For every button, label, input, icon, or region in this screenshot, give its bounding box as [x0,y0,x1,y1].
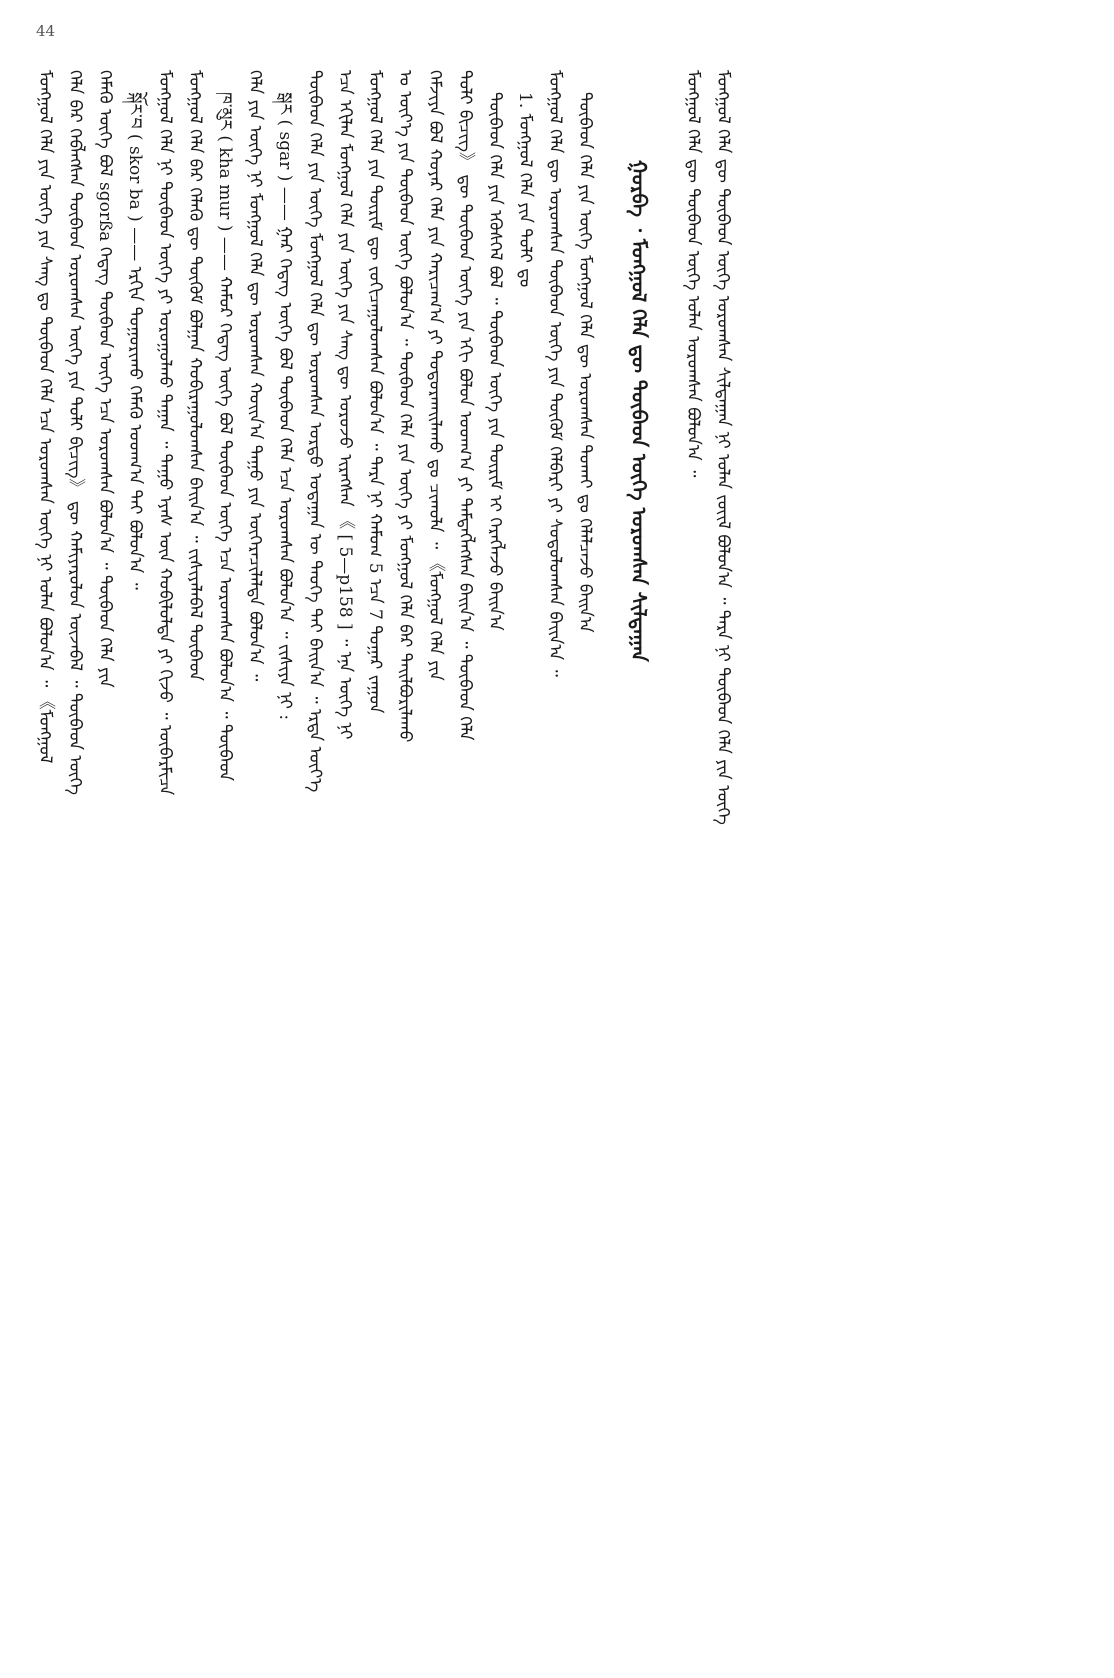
text-column: ᠤ ᠦᠶ᠎ᠡ ᠶᠢᠨ ᠲᠥᠪᠡᠳ ᠦᠭᠡ ᠪᠣᠯᠤᠨ᠎ᠠ ᠃ ᠲᠥᠪᠡᠳ ᠬᠡᠯᠡ ᠶᠢᠨ ᠦᠭᠡ ᠶᠢ ᠮᠣᠩᠭᠣᠯ ᠬᠡᠯᠡ ᠪᠡᠷ ᠲᠠᠢᠯᠪᠤᠷᠢᠯᠠᠬᠤ [395,70,415,743]
text-column: ᠮᠣᠩᠭᠣᠯ ᠬᠡᠯᠡ ᠨᠢ ᠲᠥᠪᠡᠳ ᠦᠭᠡ ᠶᠢ ᠣᠷᠣᠭᠤᠯᠬᠤ ᠳᠠᠭᠠᠨ ᠃ ᠳᠠᠭᠤ ᠡᠶᠡᠰ ᠦᠨ ᠬᠤᠪᠢᠯᠤᠯᠲᠠ ᠶᠢ ᠬᠢᠵᠦ ᠃ ᠥᠪᠡᠷᠮᠢᠴᠡ [155,70,175,796]
text-column: 1. ᠮᠣᠩᠭᠣᠯ ᠬᠡᠯᠡ ᠶᠢᠨ ᠲᠣᠯᠢ ᠳᠤ [515,92,535,288]
text-column: ᠲᠣᠯᠢ ᠪᠢᠴᠢᠭ》 ᠳᠦ ᠲᠥᠪᠡᠳ ᠦᠭᠡ ᠶᠢᠨ ᠡᠬᠢ ᠪᠣᠯᠤᠨ ᠤᠳᠬ᠎ᠠ ᠶᠢ ᠲᠡᠮᠳᠡᠭᠯᠡᠭᠰᠡᠨ ᠪᠠᠢᠨ᠎ᠠ ᠃ ᠲᠥᠪᠡᠳ ᠬᠡᠯᠡ [455,70,475,741]
page-number: 44 [36,22,56,40]
section-heading: ᠭᠤᠷᠪᠠ ᠂ ᠮᠣᠩᠭᠣᠯ ᠬᠡᠯᠡ ᠳᠦ ᠲᠥᠪᠡᠳ ᠦᠭᠡ ᠣᠷᠣᠭᠰᠠᠨ ᠰᠢᠯᠲᠠᠭᠠᠨ [627,160,651,662]
text-column: ᠮᠣᠩᠭᠣᠯ ᠬᠡᠯᠡ ᠳᠦ ᠲᠥᠪᠡᠳ ᠦᠭᠡ ᠣᠯᠠᠨ ᠣᠷᠣᠭᠰᠠᠨ ᠪᠣᠯᠤᠨ᠎ᠠ ᠃ [683,70,703,478]
text-column: ᠲᠥᠪᠡᠳ ᠬᠡᠯᠡ ᠶᠢᠨ ᠦᠭᠡ ᠮᠣᠩᠭᠣᠯ ᠬᠡᠯᠡ ᠳᠦ ᠣᠷᠣᠭᠰᠠᠨ ᠤᠷᠲᠤ ᠤᠳᠠᠭᠠᠨ ᠦ ᠲᠡᠦᠬᠡ ᠲᠠᠢ ᠪᠠᠢᠨ᠎ᠠ ᠃ ᠡᠷᠲᠡ ᠦᠶ᠎ᠡ [305,70,325,793]
text-column: ᠬᠡᠯᠡ ᠶᠢᠨ ᠦᠭᠡ ᠨᠢ ᠮᠣᠩᠭᠣᠯ ᠬᠡᠯᠡ ᠳᠦ ᠣᠷᠣᠭᠰᠠᠨ ᠬᠣᠢᠨ᠎ᠠ ᠳᠠᠭᠤ ᠶᠢᠨ ᠥᠭᠡᠷᠡᠴᠢᠯᠡᠯᠲᠡ ᠪᠣᠯᠤᠨ᠎ᠠ ᠃ [245,70,265,682]
text-column: སྐོར་བ ( skor ba ) —— ᠡᠷᠭᠢᠨ ᠲᠣᠭᠣᠷᠢᠬᠤ ᠬᠡᠮᠡᠬᠦ ᠤᠳᠬ᠎ᠠ ᠲᠠᠢ ᠪᠣᠯᠤᠨ᠎ᠠ ᠃ [125,92,145,590]
text-column: ཁ་མུར ( kha mur ) —— ᠬᠠᠮᠤᠷ ᠭᠡᠳᠡᠭ ᠦᠭᠡ ᠪᠣᠯ ᠲᠥᠪᠡᠳ ᠦᠭᠡ ᠡᠴᠡ ᠣᠷᠣᠭᠰᠠᠨ ᠪᠣᠯᠤᠨ᠎ᠠ ᠃ ᠲᠥᠪᠡᠳ [215,92,235,782]
text-column: ᠬᠡᠯᠡ ᠪᠡᠷ ᠬᠡᠪᠯᠡᠭᠰᠡᠨ ᠲᠥᠪᠡᠳ ᠣᠷᠣᠭᠰᠠᠨ ᠦᠭᠡ ᠶᠢᠨ ᠲᠣᠯᠢ ᠪᠢᠴᠢᠭ》 ᠳᠦ ᠬᠠᠮᠢᠶᠠᠷᠤᠯᠤᠨ ᠦᠵᠡᠪᠡᠯ ᠃ ᠲᠥᠪᠡᠳ ᠦᠭᠡ [65,70,85,796]
text-column: ᠲᠥᠪᠡᠳ ᠬᠡᠯᠡ ᠶᠢᠨ ᠡᠭᠦᠰᠬᠡᠯ ᠪᠣᠯ ᠃ ᠲᠥᠪᠡᠳ ᠦᠭᠡ ᠶᠢᠨ ᠳᠦᠷᠢᠮ ᠢ ᠬᠡᠷᠡᠭᠯᠡᠵᠦ ᠪᠠᠢᠨ᠎ᠠ [485,92,505,631]
left-text-block [30,70,860,1670]
text-column: ᠮᠣᠩᠭᠣᠯ ᠬᠡᠯᠡ ᠳᠦ ᠲᠥᠪᠡᠳ ᠦᠭᠡ ᠣᠷᠣᠭᠰᠠᠨ ᠰᠢᠯᠲᠠᠭᠠᠨ ᠨᠢ ᠣᠯᠠᠨ ᠵᠦᠢᠯ ᠪᠣᠯᠤᠨ᠎ᠠ ᠃ ᠲᠡᠷᠡ ᠨᠢ ᠲᠥᠪᠡᠳ ᠬᠡᠯᠡ ᠶᠢᠨ ᠦᠭᠡ [713,70,733,825]
text-column: ᠮᠣᠩᠭᠣᠯ ᠬᠡᠯᠡ ᠳᠦ ᠣᠷᠣᠭᠰᠠᠨ ᠲᠥᠪᠡᠳ ᠦᠭᠡ ᠶᠢᠨ ᠳᠥᠬᠦᠮ ᠬᠡᠯᠪᠡᠷᠢ ᠶᠢ ᠰᠤᠳᠤᠯᠤᠭᠰᠠᠨ ᠪᠠᠢᠨ᠎ᠠ ᠃ [545,70,565,677]
text-column: ᠮᠣᠩᠭᠣᠯ ᠬᠡᠯᠡ ᠶᠢᠨ ᠳᠦᠷᠢᠮ ᠳᠦ ᠵᠣᠬᠢᠴᠠᠭᠤᠯᠤᠭᠰᠠᠨ ᠪᠣᠯᠤᠨ᠎ᠠ ᠃ ᠲᠡᠷᠡ ᠨᠢ ᠬᠠᠮᠤᠭ 5 ᠡᠴᠡ 7 ᠳᠤᠭᠠᠷ ᠵᠠᠭᠤᠨ [365,70,385,714]
text-column: ᠮᠣᠩᠭᠣᠯ ᠬᠡᠯᠡ ᠪᠡᠷ ᠬᠡᠯᠡᠬᠦ ᠳᠦ ᠳᠥᠬᠦᠮ ᠪᠣᠯᠭᠠᠨ ᠬᠤᠪᠢᠷᠠᠭᠤᠯᠤᠭᠰᠠᠨ ᠪᠠᠢᠨ᠎ᠠ ᠃ ᠵᠢᠰᠢᠶᠡᠯᠡᠪᠡᠯ ᠲᠥᠪᠡᠳ [185,70,205,681]
text-column: སྒར ( sgar ) —— ᠭᠠᠷ ᠭᠡᠳᠡᠭ ᠦᠭᠡ ᠪᠣᠯ ᠲᠥᠪᠡᠳ ᠬᠡᠯᠡ ᠡᠴᠡ ᠣᠷᠣᠭᠰᠠᠨ ᠪᠣᠯᠤᠨ᠎ᠠ ᠃ ᠵᠢᠰᠢᠶᠡ ᠨᠢ : [275,92,295,721]
text-column: ᠮᠣᠩᠭᠣᠯ ᠬᠡᠯᠡ ᠶᠢᠨ ᠦᠭᠡ ᠶᠢᠨ ᠰᠠᠩ ᠳᠤ ᠲᠥᠪᠡᠳ ᠬᠡᠯᠡ ᠡᠴᠡ ᠣᠷᠣᠭᠰᠠᠨ ᠦᠭᠡ ᠨᠢ ᠣᠯᠠᠨ ᠪᠣᠯᠤᠨ᠎ᠠ ᠃ 《ᠮᠣᠩᠭᠣᠯ [35,70,55,764]
text-column: ᠡᠴᠡ ᠡᠬᠢᠯᠡᠨ ᠮᠣᠩᠭᠣᠯ ᠬᠡᠯᠡ ᠶᠢᠨ ᠦᠭᠡ ᠶᠢᠨ ᠰᠠᠩ ᠳᠦ ᠣᠷᠣᠵᠤ ᠢᠷᠡᠭᠰᠡᠨ 《 [ 5—p158 ] ᠃ ᠡᠨᠡ ᠦᠭᠡ ᠨᠢ [335,70,355,740]
text-column: ᠬᠡᠮᠡᠬᠦ ᠦᠭᠡ ᠪᠣᠯ sgorßa ᠭᠡᠳᠡᠭ ᠲᠥᠪᠡᠳ ᠦᠭᠡ ᠡᠴᠡ ᠣᠷᠣᠭᠰᠠᠨ ᠪᠣᠯᠤᠨ᠎ᠠ ᠃ ᠲᠥᠪᠡᠳ ᠬᠡᠯᠡ ᠶᠢᠨ [95,70,115,688]
text-column: ᠬᠡᠮᠵᠢᠶᠡ ᠪᠣᠯ ᠬᠣᠶᠠᠷ ᠬᠡᠯᠡ ᠶᠢᠨ ᠬᠠᠷᠢᠴᠠᠭ᠎ᠠ ᠶᠢ ᠲᠣᠳᠤᠷᠬᠠᠢᠯᠠᠬᠤ ᠳᠤ ᠴᠢᠬᠤᠯᠠ ᠃ 《ᠮᠣᠩᠭᠣᠯ ᠬᠡᠯᠡ ᠶᠢᠨ [425,70,445,681]
text-column: ᠲᠥᠪᠡᠳ ᠬᠡᠯᠡ ᠶᠢᠨ ᠦᠭᠡ ᠮᠣᠩᠭᠣᠯ ᠬᠡᠯᠡ ᠳᠦ ᠣᠷᠣᠭᠰᠠᠨ ᠲᠣᠬᠠᠢ ᠳᠤ ᠬᠡᠯᠡᠯᠴᠡᠵᠦ ᠪᠠᠢᠨ᠎ᠠ [575,92,595,633]
